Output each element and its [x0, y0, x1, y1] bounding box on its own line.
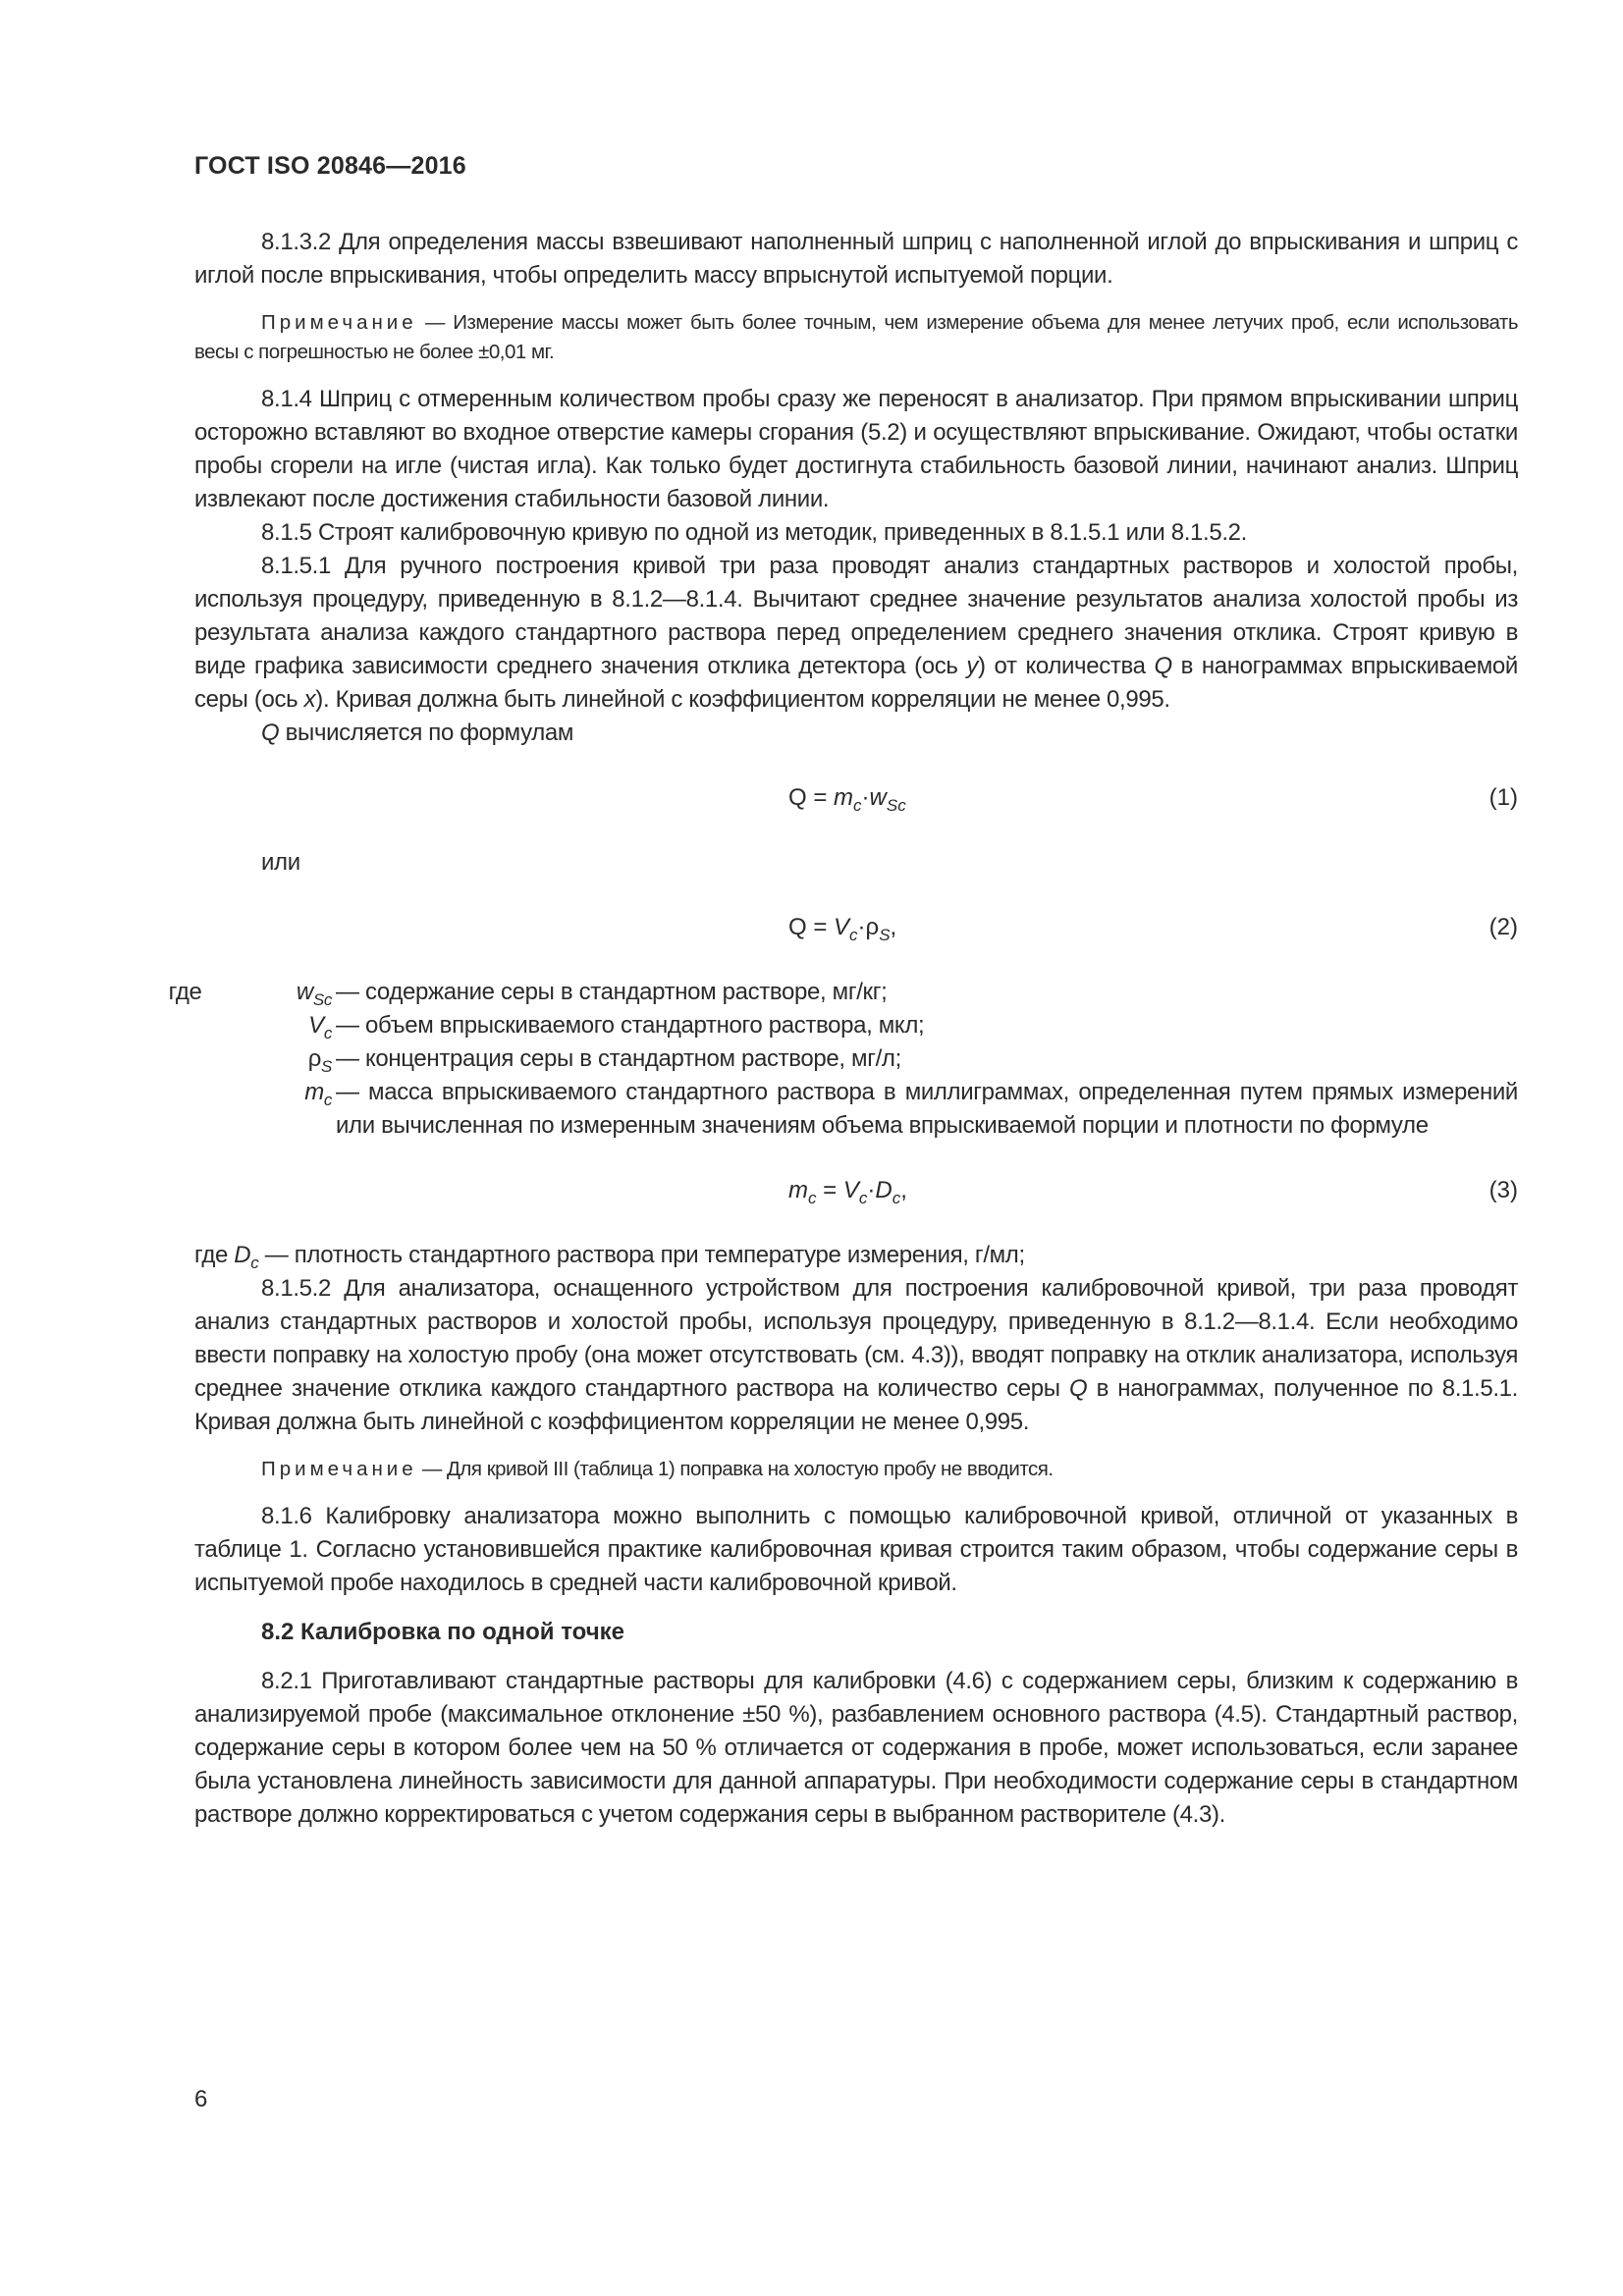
paragraph-8-1-4: 8.1.4 Шприц с отмеренным количеством пробы сразу же переносят в анализатор. При прямом впрыскивании шприц осторожно вставляют во входное отверстие камеры сгорания (5.2) и осуществляют впрыскивание. Ожидают, чтобы остатки пробы сгорели на игле (чистая игла). Как только будет достигнута стабильность базовой линии, начинают анализ. Шприц извлекают после достижения стабильности базовой линии. — [194, 386, 1518, 512]
var-y: y — [966, 653, 979, 679]
paragraph-8-2-1: 8.2.1 Приготавливают стандартные растворы для калибровки (4.6) с содержанием серы, близким к содержанию в анализируемой пробе (максимальное отклонение ±50 %), разбавлением основного раствора (4.5). Стандартный раствор, содержание серы в котором более чем на 50 % отличается от содержания в пробе, может использоваться, если заранее была установлена линейность зависимости для данной аппаратуры. При необходимости содержание серы в стандартном растворе должно корректироваться с учетом содержания серы в выбранном растворителе (4.3). — [194, 1668, 1518, 1828]
comma: , — [900, 1177, 907, 1203]
sym: m — [304, 1079, 324, 1105]
var: m — [834, 784, 854, 811]
document-body — [168, 226, 1518, 1832]
formula-number: (1) — [1488, 784, 1518, 811]
sym: ρ — [307, 1045, 321, 1072]
note-2 — [194, 1455, 1518, 1484]
def-text: — содержание серы в стандартном растворе, мг/кг; — [336, 979, 888, 1005]
var: D — [875, 1177, 893, 1203]
var-q: Q — [1068, 1375, 1088, 1402]
definition-d — [194, 1239, 1518, 1272]
comma: , — [890, 914, 897, 940]
formula-expression — [788, 781, 906, 815]
dot: · — [861, 784, 870, 811]
var: V — [834, 914, 850, 940]
lhs: Q = — [788, 914, 835, 940]
def-symbol — [194, 1009, 336, 1042]
sym: w — [296, 979, 313, 1005]
sub: c — [858, 1189, 868, 1207]
where: где — [168, 979, 202, 1005]
paragraph-8-1-5-1 — [194, 550, 1518, 717]
def-text: — концентрация серы в стандартном растворе, мг/л; — [336, 1045, 901, 1072]
paragraph-8-1-3-2: 8.1.3.2 Для определения массы взвешивают наполненный шприц с наполненной иглой до впрыскивания и шприц с иглой после впрыскивания, чтобы определить массу впрыснутой испытуемой порции. — [194, 229, 1518, 289]
page-number: 6 — [194, 2086, 208, 2112]
sub: Sc — [312, 990, 332, 1009]
def-symbol — [168, 976, 336, 1009]
def-text: — объем впрыскиваемого стандартного раствора, мкл; — [336, 1012, 925, 1039]
formula-1 — [194, 781, 1518, 815]
dot: · — [857, 914, 866, 940]
formula-number: (3) — [1488, 1177, 1518, 1203]
note-text: — Измерение массы может быть более точным, чем измерение объема для менее летучих проб, если использовать весы с погрешностью не более ±0,01 мг. — [194, 311, 1518, 363]
formula-expression — [788, 1174, 907, 1207]
sub: c — [808, 1189, 817, 1207]
definition — [168, 976, 1518, 1009]
sub: c — [323, 1024, 332, 1042]
sub: c — [849, 926, 858, 944]
paragraph-8-1-5: 8.1.5 Строят калибровочную кривую по одной из методик, приведенных в 8.1.5.1 или 8.1.5.2. — [261, 519, 1247, 546]
q-intro — [194, 717, 1518, 750]
var: ρ — [865, 914, 880, 940]
def-symbol — [194, 1076, 336, 1143]
text: 8.1.5.2 Для анализатора, оснащенного устройством для построения калибровочной кривой, три раза проводят анализ стандартных растворов и холостой пробы, используя процедуру, приведенную в 8.1.2—8.1.4. Если необходимо ввести поправку на холостую пробу (она может отсутствовать (см. 4.3)), вводят поправку на отклик анализатора, используя среднее значение отклика каждого стандартного раствора на количество серы — [194, 1275, 1518, 1402]
var-q: Q — [1154, 653, 1172, 679]
formula-expression — [788, 911, 896, 944]
var-q: Q — [261, 720, 280, 746]
text: ). Кривая должна быть линейной с коэффициентом корреляции не менее 0,995. — [315, 686, 1170, 713]
section-heading-8-2: 8.2 Калибровка по одной точке — [261, 1619, 625, 1645]
var: m — [788, 1177, 808, 1203]
sub: c — [853, 796, 862, 815]
sub: c — [892, 1189, 901, 1207]
var-x: x — [303, 686, 316, 713]
note-1 — [194, 308, 1518, 367]
sym: V — [308, 1012, 324, 1039]
note-text: — Для кривой III (таблица 1) поправка на холостую пробу не вводится. — [416, 1458, 1054, 1480]
dot: · — [867, 1177, 876, 1203]
or-text: или — [261, 849, 300, 876]
text: ) от количества — [978, 653, 1155, 679]
paragraph-8-1-6: 8.1.6 Калибровку анализатора можно выполнить с помощью калибровочной кривой, отличной от указанных в таблице 1. Согласно установившейся практике калибровочная кривая строится таким образом, чтобы содержание серы в испытуемой пробе находилось в средней части калибровочной кривой. — [194, 1503, 1518, 1596]
def-symbol — [194, 1042, 336, 1076]
sub: c — [323, 1091, 332, 1109]
lhs: Q = — [788, 784, 835, 811]
var: w — [869, 784, 887, 811]
paragraph-8-1-5-2 — [194, 1272, 1518, 1439]
text: 8.1.5.1 Для ручного построения кривой три раза проводят анализ стандартных растворов и холостой пробы, используя процедуру, приведенную в 8.1.2—8.1.4. Вычитают среднее значение результатов анализа холостой пробы из результата анализа каждого стандартного раствора перед определением среднего значения отклика. Строят кривую в виде графика зависимости среднего значения отклика детектора (ось — [194, 553, 1518, 679]
sub: S — [321, 1057, 332, 1076]
formula-number: (2) — [1488, 914, 1518, 940]
sub: Sc — [886, 796, 906, 815]
def-text: — плотность стандартного раствора при температуре измерения, г/мл; — [258, 1242, 1025, 1268]
text: в нанограммах, полученное по 8.1.5.1. Кривая должна быть линейной с коэффициентом корреляции не менее 0,995. — [194, 1375, 1518, 1435]
var: V — [842, 1177, 859, 1203]
sub: S — [879, 926, 891, 944]
definition — [194, 1042, 1518, 1076]
def-text: — масса впрыскиваемого стандартного раствора в миллиграммах, определенная путем прямых измерений или вычисленная по измеренным значениям объема впрыскиваемой порции и плотности по формуле — [336, 1079, 1518, 1139]
sub: c — [250, 1254, 259, 1272]
definition — [194, 1009, 1518, 1042]
text: вычисляется по формулам — [279, 720, 573, 746]
definition — [194, 1076, 1518, 1143]
sym: D — [234, 1242, 251, 1268]
document-header: ГОСТ ISO 20846—2016 — [194, 152, 466, 180]
formula-3 — [194, 1174, 1518, 1207]
formula-2 — [194, 911, 1518, 944]
where: где — [194, 1242, 235, 1268]
note-label: Примечание — [261, 1458, 417, 1480]
note-label: Примечание — [261, 311, 417, 334]
eq: = — [816, 1177, 843, 1203]
text: в нанограммах впрыскиваемой серы (ось — [194, 653, 1518, 713]
